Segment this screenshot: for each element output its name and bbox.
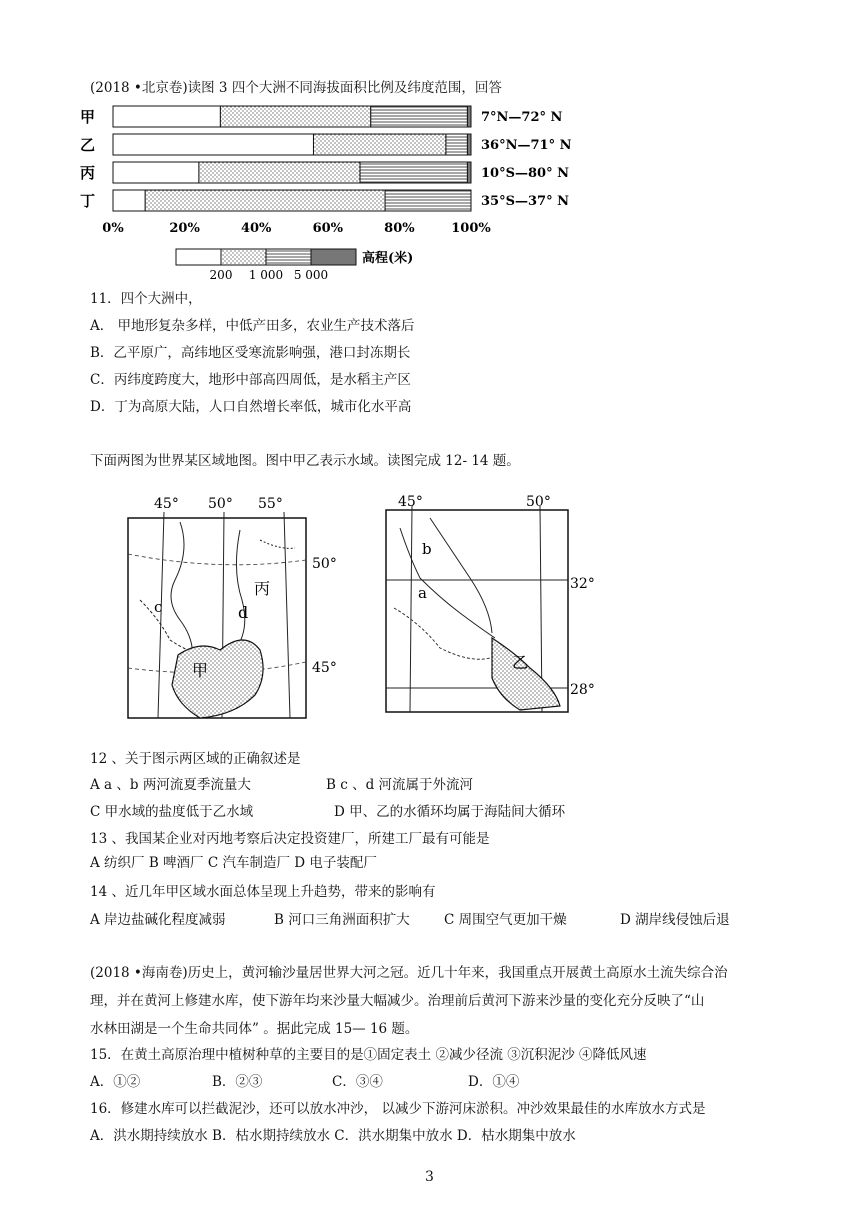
map2-lat-28: 28° bbox=[570, 682, 595, 698]
bar-甲-segment-1 bbox=[220, 106, 370, 127]
x-tick-label: 40% bbox=[240, 221, 272, 236]
map2-lat-32: 32° bbox=[570, 576, 595, 592]
legend-title: 高程(米) bbox=[362, 251, 414, 266]
bar-乙-segment-1 bbox=[313, 134, 445, 155]
map1-lon-55: 55° bbox=[258, 496, 283, 512]
x-tick-label: 80% bbox=[384, 221, 415, 236]
q12-option-b: B c 、d 河流属于外流河 bbox=[326, 777, 473, 793]
q13-stem: 13 、我国某企业对丙地考察后决定投资建厂，所建工厂最有可能是 bbox=[90, 831, 490, 847]
map1-lat-50: 50° bbox=[312, 556, 337, 572]
x-tick-label: 20% bbox=[169, 221, 200, 236]
q14-option-d: D 湖岸线侵蚀后退 bbox=[620, 912, 730, 928]
bar-丁-segment-0 bbox=[113, 190, 145, 211]
q16-options: A．洪水期持续放水 B．枯水期持续放水 C．洪水期集中放水 D．枯水期集中放水 bbox=[90, 1128, 576, 1144]
map2-label-yi: 乙 bbox=[512, 653, 529, 672]
q12-option-d: D 甲、乙的水循环均属于海陆间大循环 bbox=[334, 804, 566, 820]
q12-option-c: C 甲水域的盐度低于乙水域 bbox=[90, 804, 254, 820]
legend-swatch bbox=[311, 249, 356, 265]
bar-甲-segment-0 bbox=[113, 106, 220, 127]
q14-stem: 14 、近几年甲区域水面总体呈现上升趋势，带来的影响有 bbox=[90, 884, 436, 900]
map1-label-bing: 丙 bbox=[254, 579, 271, 598]
bar-丙-segment-3 bbox=[467, 162, 471, 183]
bar-丙-segment-2 bbox=[360, 162, 467, 183]
q16-stem: 16．修建水库可以拦截泥沙，还可以放水冲沙， 以减少下游河床淤积。冲沙效果最佳的水库放水方式是 bbox=[90, 1101, 706, 1117]
elevation-chart bbox=[80, 100, 600, 290]
latitude-range-label: 35°S—37° N bbox=[481, 194, 569, 209]
bar-甲-segment-3 bbox=[467, 106, 471, 127]
q15-option-a: A．①② bbox=[90, 1074, 141, 1090]
category-label: 丁 bbox=[80, 192, 96, 210]
q13-options: A 纺织厂 B 啤酒厂 C 汽车制造厂 D 电子装配厂 bbox=[90, 855, 377, 871]
map1-lon-50: 50° bbox=[208, 496, 233, 512]
q14-option-c: C 周围空气更加干燥 bbox=[444, 912, 567, 928]
legend-label: 5 000 bbox=[293, 268, 329, 282]
q11-option-a: A． 甲地形复杂多样，中低产田多，农业生产技术落后 bbox=[90, 318, 415, 334]
map2-lon-50: 50° bbox=[526, 494, 551, 510]
legend-swatch bbox=[221, 249, 266, 265]
category-label: 甲 bbox=[80, 108, 96, 126]
category-label: 乙 bbox=[80, 136, 96, 154]
map1-label-jia: 甲 bbox=[192, 661, 209, 680]
section3-intro-line1: (2018 •海南卷)历史上，黄河输沙量居世界大河之冠。近几十年来，我国重点开展黄土高原水土流失综合治 bbox=[90, 965, 728, 981]
map2-lon-45: 45° bbox=[398, 494, 423, 510]
latitude-range-label: 36°N—71° N bbox=[481, 138, 572, 153]
q12-option-a: A a 、b 两河流夏季流量大 bbox=[90, 777, 251, 793]
bar-丙-segment-1 bbox=[199, 162, 360, 183]
q15-stem: 15．在黄土高原治理中植树种草的主要目的是①固定表土 ②减少径流 ③沉积泥沙 ④降低风速 bbox=[90, 1047, 647, 1063]
section3-intro-line3: 水林田湖是一个生命共同体” 。据此完成 15— 16 题。 bbox=[90, 1021, 419, 1037]
q15-option-c: C．③④ bbox=[332, 1074, 383, 1090]
q15-option-d: D．①④ bbox=[468, 1074, 520, 1090]
map-left bbox=[120, 490, 337, 725]
x-tick-label: 60% bbox=[312, 221, 344, 236]
bar-乙-segment-0 bbox=[113, 134, 313, 155]
x-tick-label: 100% bbox=[451, 221, 491, 236]
section3-intro-line2: 理，并在黄河上修建水库，使下游年均来沙量大幅减少。治理前后黄河下游来沙量的变化充分反映了“山 bbox=[90, 993, 705, 1009]
bar-乙-segment-2 bbox=[446, 134, 467, 155]
x-tick-label: 0% bbox=[102, 221, 124, 236]
page-number: 3 bbox=[425, 1169, 434, 1185]
bar-丁-segment-1 bbox=[145, 190, 385, 211]
map1-lat-45: 45° bbox=[312, 660, 337, 676]
latitude-range-label: 7°N—72° N bbox=[481, 110, 563, 125]
legend-swatch bbox=[176, 249, 221, 265]
q11-intro: (2018 •北京卷)读图 3 四个大洲不同海拔面积比例及纬度范围，回答 bbox=[90, 80, 502, 96]
map1-label-d: d bbox=[238, 603, 249, 622]
legend-label: 1 000 bbox=[248, 268, 284, 282]
legend-swatch bbox=[266, 249, 311, 265]
q14-option-a: A 岸边盐碱化程度减弱 bbox=[90, 912, 226, 928]
q11-stem: 11．四个大洲中， bbox=[90, 291, 202, 307]
latitude-range-label: 10°S—80° N bbox=[481, 166, 569, 181]
bar-甲-segment-2 bbox=[371, 106, 468, 127]
map2-label-a: a bbox=[418, 584, 427, 602]
category-label: 丙 bbox=[80, 164, 96, 182]
q15-option-b: B．②③ bbox=[212, 1074, 263, 1090]
legend-label: 200 bbox=[209, 268, 233, 282]
q11-option-c: C．丙纬度跨度大，地形中部高四周低，是水稻主产区 bbox=[90, 372, 411, 388]
bar-丁-segment-2 bbox=[385, 190, 471, 211]
q11-option-b: B．乙平原广，高纬地区受寒流影响强，港口封冻期长 bbox=[90, 345, 411, 361]
bar-乙-segment-3 bbox=[467, 134, 471, 155]
map1-label-c: c bbox=[154, 598, 163, 616]
map-right bbox=[380, 488, 610, 720]
q11-option-d: D．丁为高原大陆，人口自然增长率低，城市化水平高 bbox=[90, 399, 412, 415]
map2-label-b: b bbox=[422, 540, 432, 558]
q14-option-b: B 河口三角洲面积扩大 bbox=[274, 912, 410, 928]
bar-丙-segment-0 bbox=[113, 162, 199, 183]
section2-intro: 下面两图为世界某区域地图。图中甲乙表示水域。读图完成 12- 14 题。 bbox=[90, 453, 520, 469]
q12-stem: 12 、关于图示两区域的正确叙述是 bbox=[90, 751, 301, 767]
map1-lon-45: 45° bbox=[154, 496, 179, 512]
